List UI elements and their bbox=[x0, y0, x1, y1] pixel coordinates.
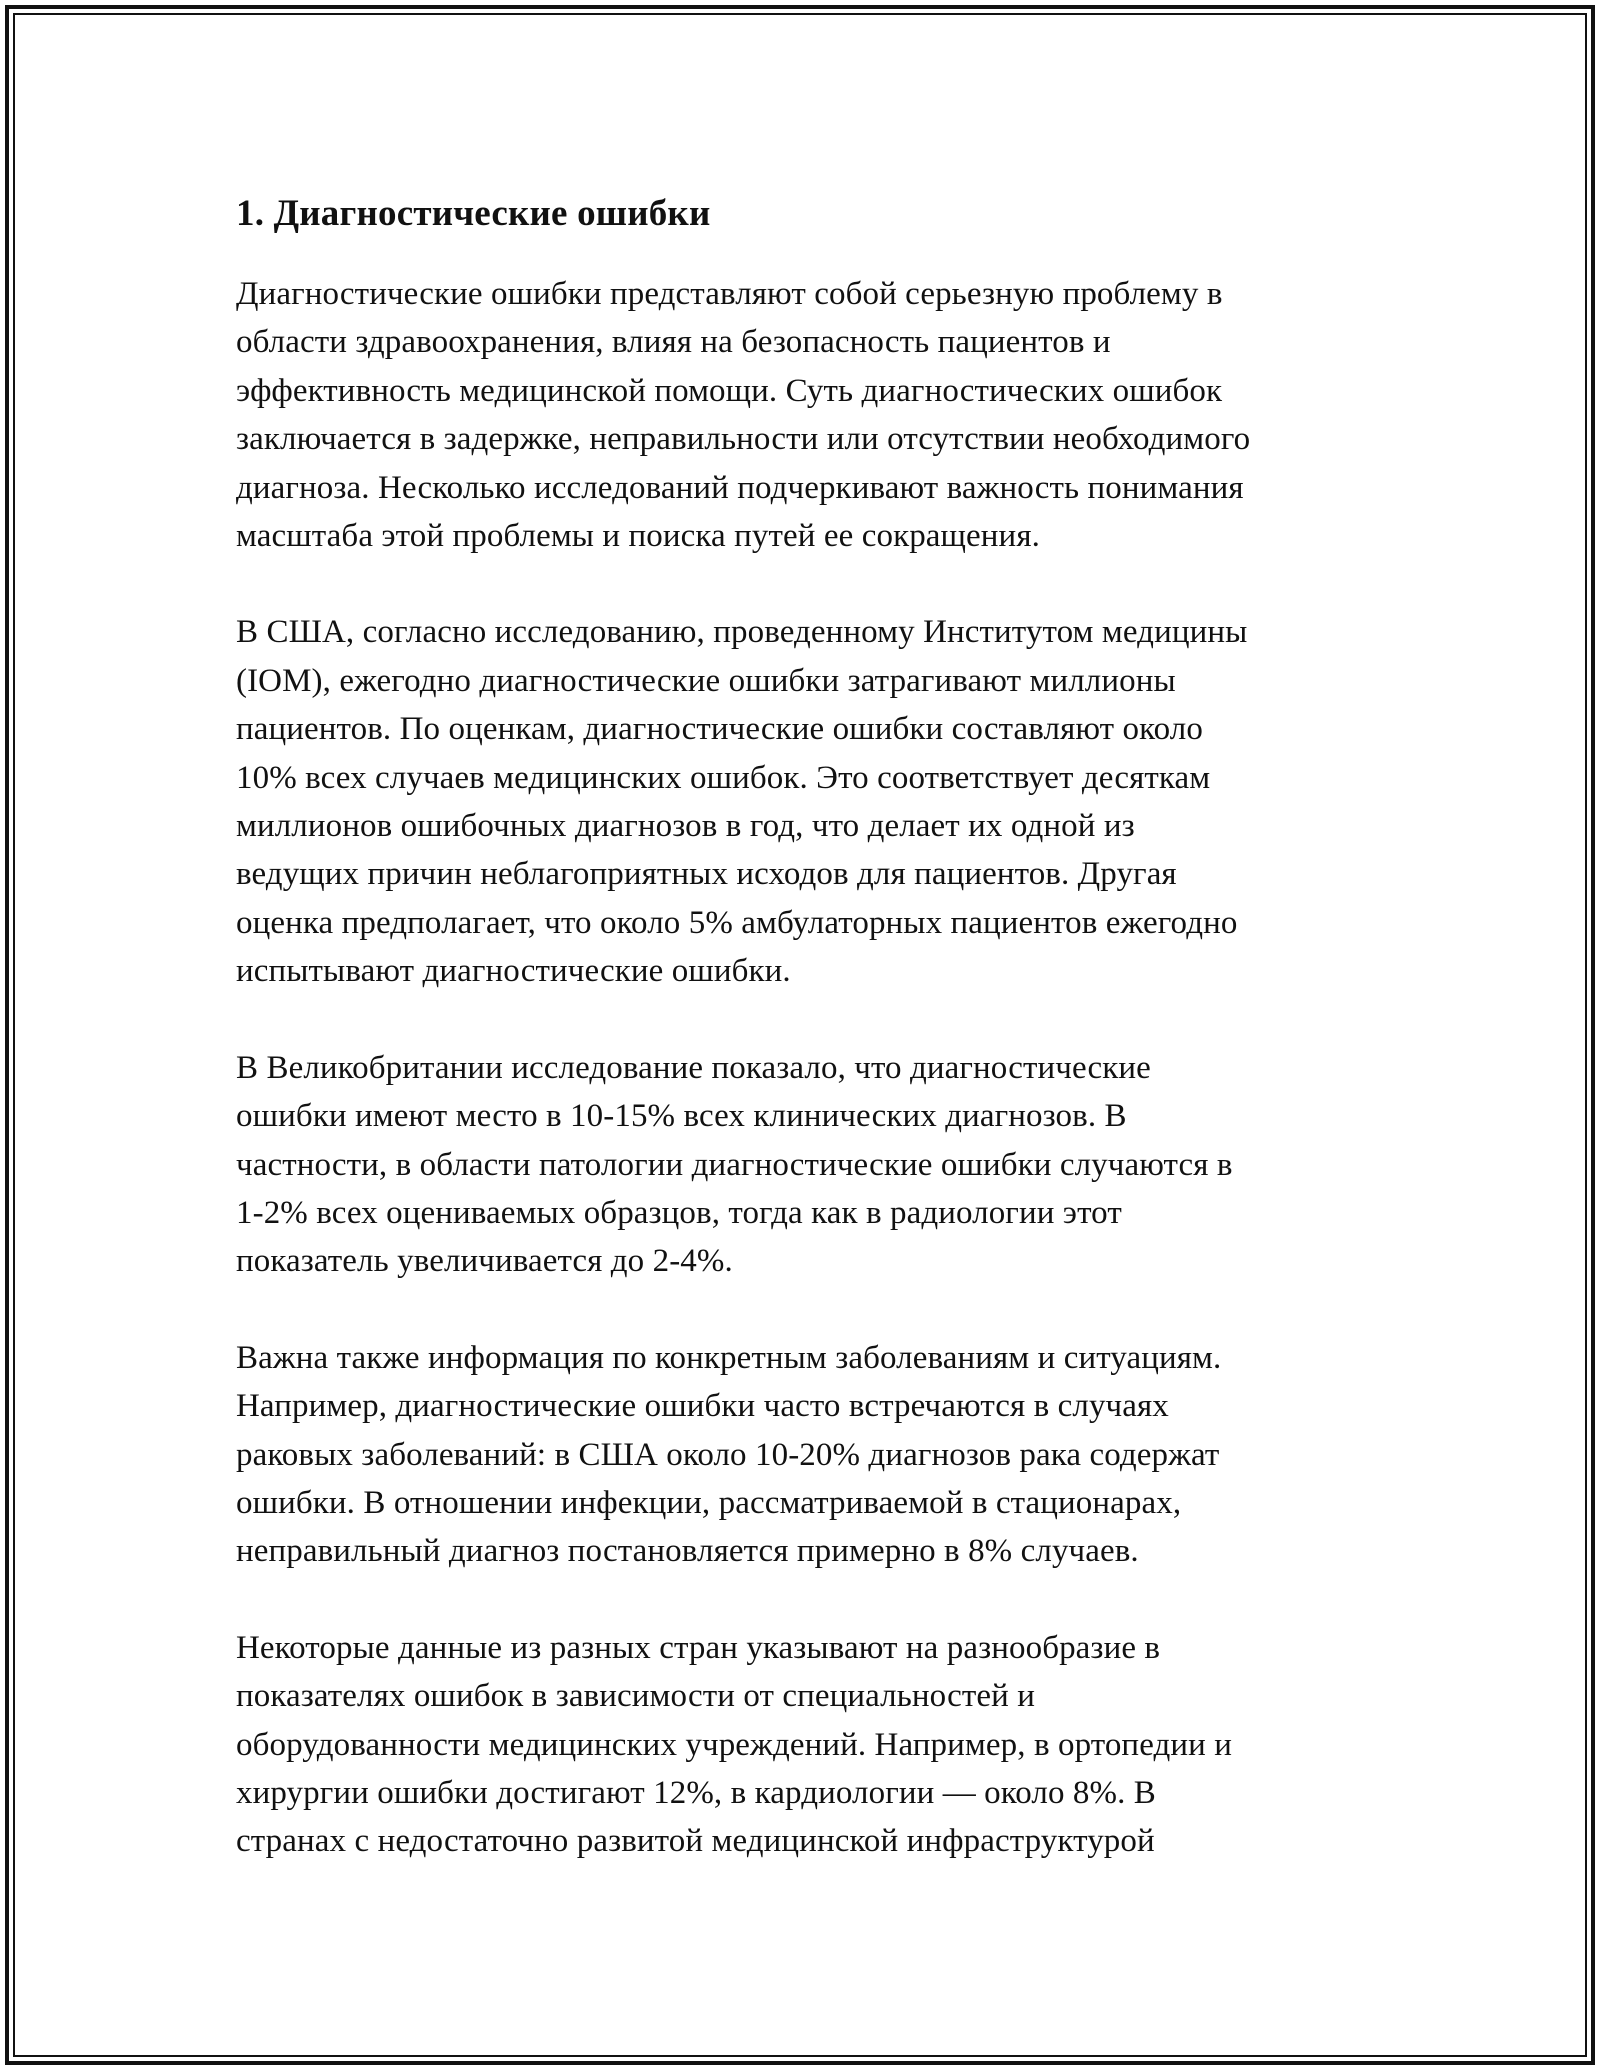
text-line: оценка предполагает, что около 5% амбулаторных пациентов ежегодно bbox=[236, 904, 1238, 941]
paragraph-diseases bbox=[236, 1334, 1366, 1576]
document-body bbox=[236, 182, 1366, 1914]
paragraph-countries bbox=[236, 1624, 1366, 1866]
text-line: раковых заболеваний: в США около 10-20% диагнозов рака содержат bbox=[236, 1436, 1220, 1473]
text-line: Некоторые данные из разных стран указывают на разнообразие в bbox=[236, 1629, 1161, 1666]
text-line: пациентов. По оценкам, диагностические ошибки составляют около bbox=[236, 711, 1203, 748]
text-line: В Великобритании исследование показало, что диагностические bbox=[236, 1049, 1151, 1086]
text-line: ошибки. В отношении инфекции, рассматриваемой в стационарах, bbox=[236, 1484, 1182, 1521]
text-line: Диагностические ошибки представляют собой серьезную проблему в bbox=[236, 276, 1223, 312]
text-line: хирургии ошибки достигают 12%, в кардиологии — около 8%. В bbox=[236, 1774, 1156, 1811]
paragraph-definition bbox=[236, 270, 1366, 560]
text-line: Например, диагностические ошибки часто встречаются в случаях bbox=[236, 1388, 1169, 1425]
text-line: 10% всех случаев медицинских ошибок. Это соответствует десяткам bbox=[236, 759, 1211, 796]
text-line: оборудованности медицинских учреждений. Например, в ортопедии и bbox=[236, 1726, 1233, 1763]
paragraph-usa bbox=[236, 608, 1366, 995]
text-line: ведущих причин неблагоприятных исходов для пациентов. Другая bbox=[236, 856, 1177, 893]
section-heading: 1. Диагностические ошибки bbox=[236, 193, 711, 234]
text-line: испытывают диагностические ошибки. bbox=[236, 953, 791, 990]
text-line: (IOM), ежегодно диагностические ошибки затрагивают миллионы bbox=[236, 662, 1176, 699]
text-line: 1-2% всех оцениваемых образцов, тогда как в радиологии этот bbox=[236, 1194, 1122, 1231]
text-line: В США, согласно исследованию, проведенному Институтом медицины bbox=[236, 614, 1248, 651]
text-line: частности, в области патологии диагностические ошибки случаются в bbox=[236, 1146, 1233, 1183]
text-line: показатель увеличивается до 2-4%. bbox=[236, 1243, 733, 1280]
text-line: диагноза. Несколько исследований подчеркивают важность понимания bbox=[236, 469, 1244, 506]
text-line: показателях ошибок в зависимости от специальностей и bbox=[236, 1678, 1035, 1715]
text-line: странах с недостаточно развитой медицинской инфраструктурой bbox=[236, 1823, 1155, 1860]
text-line: ошибки имеют место в 10-15% всех клинических диагнозов. В bbox=[236, 1098, 1127, 1135]
text-line: эффективность медицинской помощи. Суть диагностических ошибок bbox=[236, 372, 1223, 409]
text-line: области здравоохранения, влияя на безопасность пациентов и bbox=[236, 324, 1111, 361]
text-line: заключается в задержке, неправильности или отсутствии необходимого bbox=[236, 421, 1251, 458]
text-line: неправильный диагноз постановляется примерно в 8% случаев. bbox=[236, 1533, 1139, 1570]
text-line: миллионов ошибочных диагнозов в год, что делает их одной из bbox=[236, 808, 1135, 845]
paragraph-uk bbox=[236, 1044, 1366, 1286]
text-line: Важна также информация по конкретным заболеваниям и ситуациям. bbox=[236, 1339, 1222, 1376]
text-line: масштаба этой проблемы и поиска путей ее сокращения. bbox=[236, 518, 1040, 555]
